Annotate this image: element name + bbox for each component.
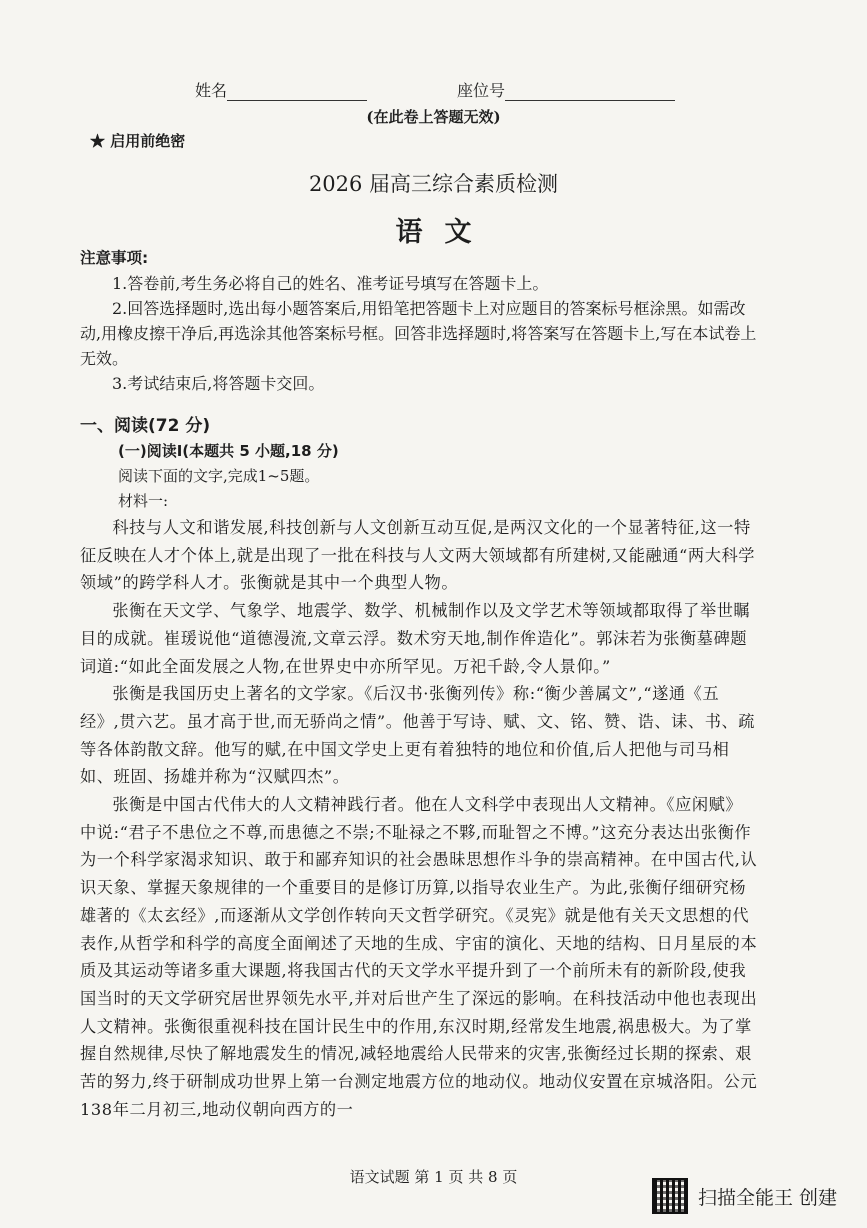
note-item: 1.答卷前,考生务必将自己的姓名、准考证号填写在答题卡上。 bbox=[112, 274, 549, 293]
note-item: 3.考试结束后,将答题卡交回。 bbox=[112, 374, 325, 393]
seat-blank bbox=[505, 84, 675, 101]
body-paragraph: 张衡在天文学、气象学、地震学、数学、机械制作以及文学艺术等领域都取得了举世瞩目的成就。崔瑗说他“道德漫流,文章云浮。数术穷天地,制作侔造化”。郭沫若为张衡墓碑题词道:“如此全面发展之人物,在世界史中亦所罕见。万祀千龄,令人景仰。” bbox=[80, 601, 751, 676]
reading-instruction: 阅读下面的文字,完成1~5题。 bbox=[118, 467, 320, 485]
invalid-notice: (在此卷上答题无效) bbox=[366, 108, 501, 126]
section-heading: 一、阅读(72 分) bbox=[80, 416, 211, 436]
notes-heading: 注意事项: bbox=[80, 249, 149, 267]
exam-title: 2026 届高三综合素质检测 bbox=[308, 172, 559, 196]
qr-code-icon bbox=[652, 1178, 688, 1214]
subsection-heading: (一)阅读Ⅰ(本题共 5 小题,18 分) bbox=[118, 442, 339, 460]
body-paragraph: 张衡是中国古代伟大的人文精神践行者。他在人文科学中表现出人文精神。《应闲赋》中说:“君子不患位之不尊,而患德之不崇;不耻禄之不夥,而耻智之不博。”这充分表达出张衡作为一个科学家渴求知识、敢于和鄙弃知识的社会愚昧思想作斗争的崇高精神。在中国古代,认识天象、掌握天象规律的一个重要目的是修订历算,以指导农业生产。为此,张衡仔细研究杨雄著的《太玄经》,而逐渐从文学创作转向天文哲学研究。《灵宪》就是他有关天文思想的代表作,从哲学和科学的高度全面阐述了天地的生成、宇宙的演化、天地的结构、日月星辰的本质及其运动等诸多重大课题,将我国古代的天文学水平提升到了一个前所未有的新阶段,使我国当时的天文学研究居世界领先水平,并对后世产生了深远的影响。在科技活动中他也表现出人文精神。张衡很重视科技在国计民生中的作用,东汉时期,经常发生地震,祸患极大。为了掌握自然规律,尽快了解地震发生的情况,减轻地震给人民带来的灾害,张衡经过长期的探索、艰苦的努力,终于研制成功世界上第一台测定地震方位的地动仪。地动仪安置在京城洛阳。公元138年二月初三,地动仪朝向西方的一 bbox=[80, 795, 758, 1119]
candidate-info-line bbox=[195, 78, 715, 101]
name-label: 姓名 bbox=[195, 81, 228, 100]
page-footer: 语文试题 第 1 页 共 8 页 bbox=[349, 1168, 518, 1186]
note-item: 2.回答选择题时,选出每小题答案后,用铅笔把答题卡上对应题目的答案标号框涂黑。如需改动,用橡皮擦干净后,再选涂其他答案标号框。回答非选择题时,将答案写在答题卡上,写在本试卷上无效。 bbox=[80, 299, 757, 368]
scanner-watermark: 扫描全能王 创建 bbox=[698, 1187, 838, 1209]
secret-mark: ★ 启用前绝密 bbox=[90, 132, 186, 150]
name-blank bbox=[227, 84, 367, 101]
seat-label: 座位号 bbox=[457, 81, 506, 100]
body-paragraph: 科技与人文和谐发展,科技创新与人文创新互动互促,是两汉文化的一个显著特征,这一特征反映在人才个体上,就是出现了一批在科技与人文两大领域都有所建树,又能融通“两大科学领域”的跨学科人才。张衡就是其中一个典型人物。 bbox=[80, 518, 756, 593]
subject-title: 语文 bbox=[395, 217, 494, 248]
body-paragraph: 张衡是我国历史上著名的文学家。《后汉书·张衡列传》称:“衡少善属文”,“遂通《五经》,贯六艺。虽才高于世,而无骄尚之情”。他善于写诗、赋、文、铭、赞、诰、诔、书、疏等各体韵散文辞。他写的赋,在中国文学史上更有着独特的地位和价值,后人把他与司马相如、班固、扬雄并称为“汉赋四杰”。 bbox=[80, 684, 756, 787]
content bbox=[80, 246, 758, 1123]
material-label: 材料一: bbox=[118, 492, 169, 510]
